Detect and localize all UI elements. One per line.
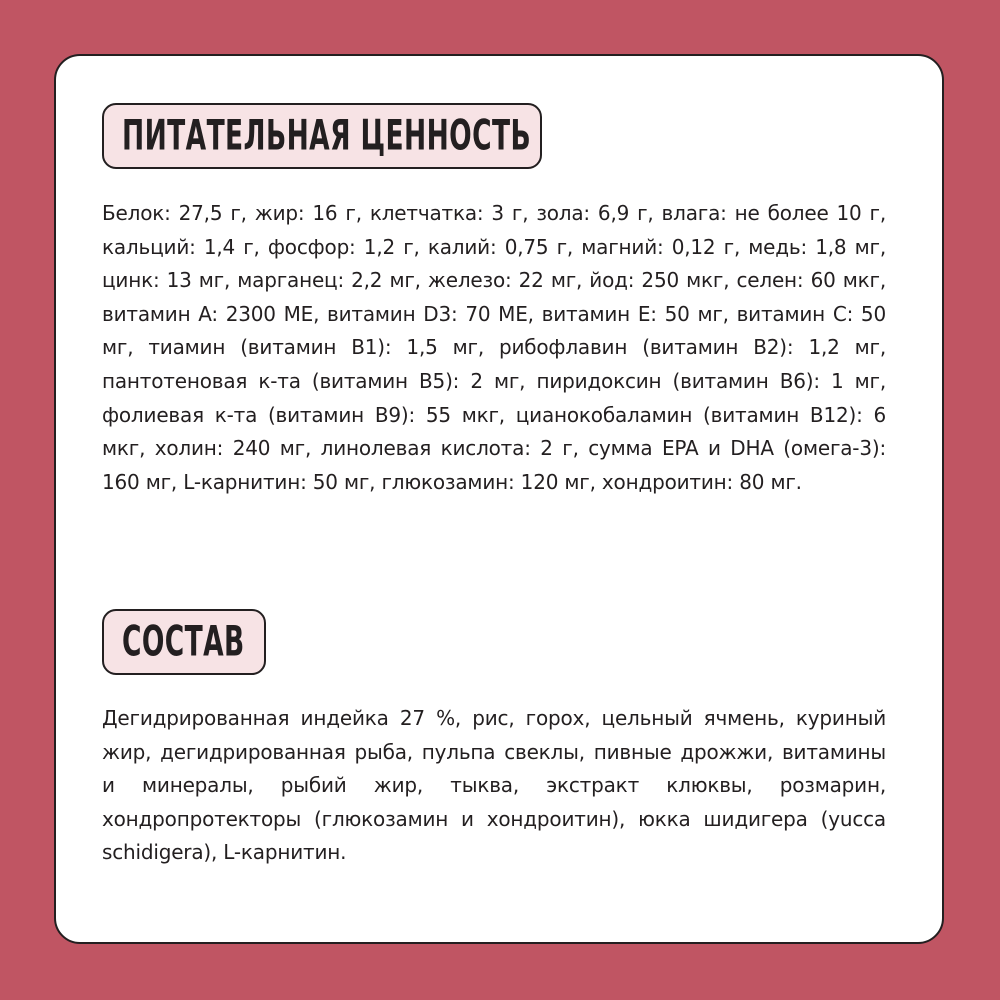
composition-paragraph: Дегидрированная индейка 27 %, рис, горох, цельный ячмень, куриный жир, дегидрированная рыба, пульпа свеклы, пивные дрожжи, витамины и минералы, рыбий жир, тыква, экстракт клюквы, розмарин, хондропротекторы (глюкозамин и хондроитин), юкка шидигера (yucca schidigera), L-карнитин. xyxy=(102,706,886,865)
nutrition-heading-box xyxy=(102,103,542,169)
nutrition-paragraph: Белок: 27,5 г, жир: 16 г, клетчатка: 3 г, зола: 6,9 г, влага: не более 10 г, кальций: 1,4 г, фосфор: 1,2 г, калий: 0,75 г, магний: 0,12 г, медь: 1,8 мг, цинк: 13 мг, марганец: 2,2 мг, железо: 22 мг, йод: 250 мкг, селен: 60 мкг, витамин A: 2300 МЕ, витамин D3: 70 МЕ, витамин E: 50 мг, витамин C: 50 мг, тиамин (витамин B1): 1,5 мг, рибофлавин (витамин B2): 1,2 мг, пантотеновая к-та (витамин B5): 2 мг, пиридоксин (витамин B6): 1 мг, фолиевая к-та (витамин B9): 55 мкг, цианокобаламин (витамин B12): 6 мкг, холин: 240 мг, линолевая кислота: 2 г, сумма EPA и DHA (омега-3): 160 мг, L-карнитин: 50 мг, глюкозамин: 120 мг, хондроитин: 80 мг. xyxy=(102,201,886,494)
info-card xyxy=(54,54,944,944)
composition-heading-box xyxy=(102,609,266,675)
composition-heading: СОСТАВ xyxy=(122,617,245,667)
nutrition-heading: ПИТАТЕЛЬНАЯ ЦЕННОСТЬ xyxy=(122,111,532,161)
